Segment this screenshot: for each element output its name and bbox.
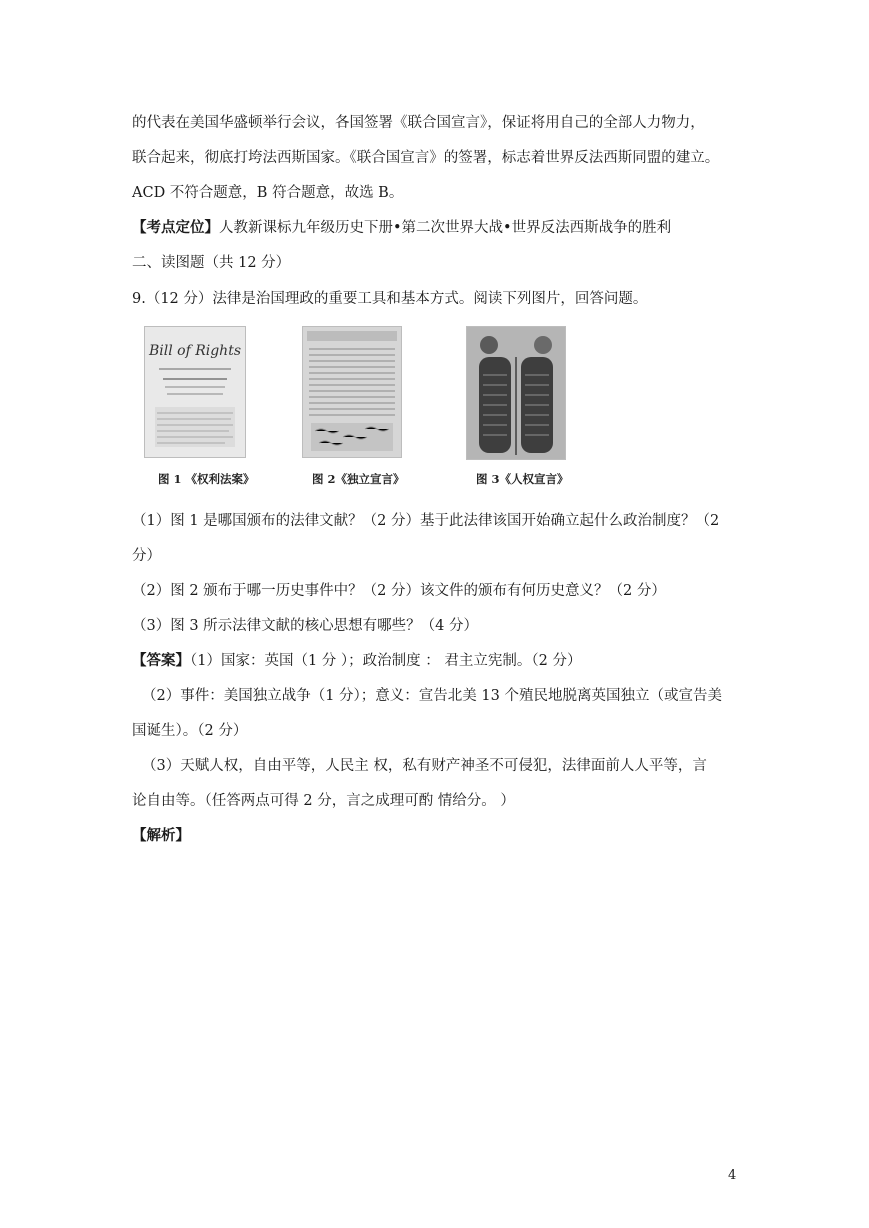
answer-label: 【答案】	[132, 652, 190, 669]
figure-1-caption: 图 1 《权利法案》	[158, 472, 255, 486]
declaration-of-independence-image	[302, 326, 402, 458]
answer-2-line-2: 国诞生）。（2 分）	[132, 723, 248, 739]
exam-point-label: 【考点定位】	[132, 219, 219, 236]
question-9: 9.（12 分）法律是治国理政的重要工具和基本方式。阅读下列图片，回答问题。	[132, 291, 648, 307]
paragraph-line: 的代表在美国华盛顿举行会议，各国签署《联合国宣言》，保证将用自己的全部人力物力，	[132, 115, 705, 131]
answer-line-1	[132, 651, 581, 671]
figure-3-caption: 图 3《人权宣言》	[476, 472, 569, 486]
exam-point-text: 人教新课标九年级历史下册•第二次世界大战•世界反法西斯战争的胜利	[219, 220, 672, 236]
rights-of-man-image	[466, 326, 566, 460]
answer-3-line-2: 论自由等。（任答两点可得 2 分，言之成理可酌 情给分。 ）	[132, 793, 515, 809]
answer-2-line-1: （2）事件：美国独立战争（1 分）；意义：宣告北美 13 个殖民地脱离英国独立（或宣告美	[142, 688, 722, 704]
bill-of-rights-image	[144, 326, 246, 458]
bill-of-rights-title: Bill of Rights	[148, 343, 242, 359]
paragraph-line: 联合起来，彻底打垮法西斯国家。《联合国宣言》的签署，标志着世界反法西斯同盟的建立。	[132, 150, 720, 166]
question-3: （3）图 3 所示法律文献的核心思想有哪些？（4 分）	[132, 618, 479, 634]
figure-row	[130, 326, 590, 496]
section-heading: 二、读图题（共 12 分）	[132, 255, 291, 271]
answer-3-line-1: （3）天赋人权，自由平等，人民主 权，私有财产神圣不可侵犯，法律面前人人平等，言	[142, 758, 707, 774]
question-2: （2）图 2 颁布于哪一历史事件中？（2 分）该文件的颁布有何历史意义？（2 分）	[132, 583, 666, 599]
bill-of-rights-drawing	[145, 327, 245, 457]
question-1-line-1: （1）图 1 是哪国颁布的法律文献？（2 分）基于此法律该国开始确立起什么政治制度？（2	[132, 513, 720, 529]
figure-2-caption: 图 2《独立宣言》	[312, 472, 405, 486]
paragraph-line: ACD 不符合题意，B 符合题意，故选 B。	[132, 185, 404, 201]
exam-point-line	[132, 218, 671, 238]
analysis-label: 【解析】	[132, 827, 190, 844]
answer-1: （1）国家：英国（1 分 ）；政治制度 ： 君主立宪制。（2 分）	[190, 653, 582, 669]
question-1-line-2: 分）	[132, 548, 161, 564]
declaration-drawing	[303, 327, 401, 457]
page-number: 4	[728, 1168, 737, 1183]
rights-of-man-drawing	[467, 327, 565, 459]
